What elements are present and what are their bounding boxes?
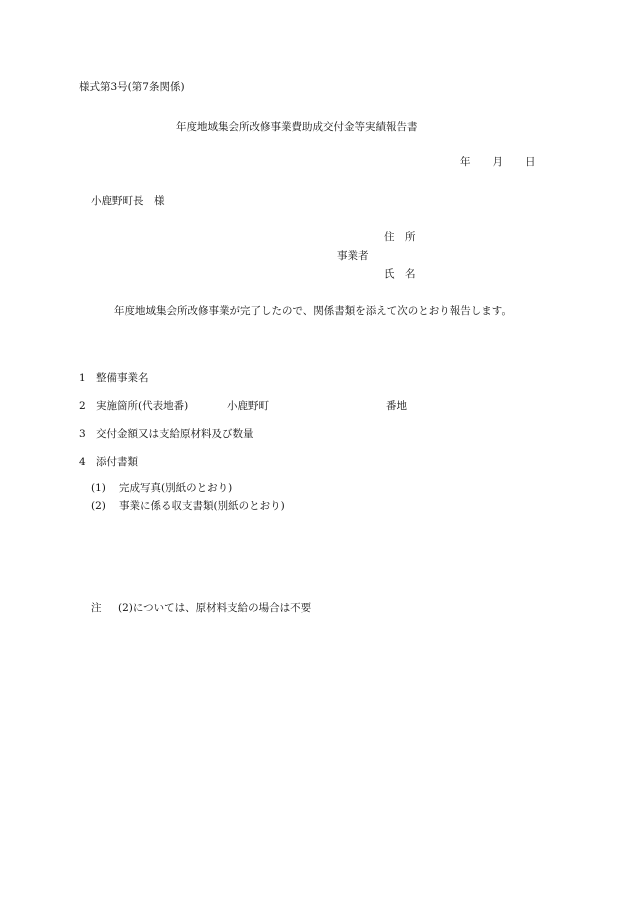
addressee: 小鹿野町長 様 xyxy=(91,195,165,207)
date-line xyxy=(460,155,536,169)
item-value-town: 小鹿野町 xyxy=(227,400,269,412)
note-label: 注 xyxy=(91,602,102,614)
document-title: 年度地域集会所改修事業費助成交付金等実績報告書 xyxy=(176,121,418,133)
item-label-grant-amount: 交付金額又は支給原材料及び数量 xyxy=(96,428,254,440)
item-label-project-name: 整備事業名 xyxy=(96,372,149,384)
item-number: 4 xyxy=(79,456,86,468)
item-label-location: 実施箇所(代表地番) xyxy=(96,400,189,412)
form-number: 様式第3号(第7条関係) xyxy=(79,81,185,93)
item-number: 2 xyxy=(79,400,86,412)
address-label: 住 所 xyxy=(384,231,416,243)
date-year-label: 年 xyxy=(460,156,471,168)
date-day-label: 日 xyxy=(525,156,536,168)
name-label: 氏 名 xyxy=(384,268,416,280)
item-number: 3 xyxy=(79,428,86,440)
note-text: (2)については、原材料支給の場合は不要 xyxy=(118,602,312,614)
item-label-attachments: 添付書類 xyxy=(96,456,138,468)
attachment-number: (1) xyxy=(91,482,106,494)
body-text: 年度地域集会所改修事業が完了したので、関係書類を添えて次のとおり報告します。 xyxy=(114,305,512,317)
applicant-group-label: 事業者 xyxy=(337,250,369,262)
attachment-number: (2) xyxy=(91,500,106,512)
attachment-label-accounts: 事業に係る収支書類(別紙のとおり) xyxy=(119,500,285,512)
item-number: 1 xyxy=(79,372,86,384)
date-month-label: 月 xyxy=(492,156,503,168)
attachment-label-photo: 完成写真(別紙のとおり) xyxy=(119,482,233,494)
item-suffix-lot: 番地 xyxy=(386,400,407,412)
